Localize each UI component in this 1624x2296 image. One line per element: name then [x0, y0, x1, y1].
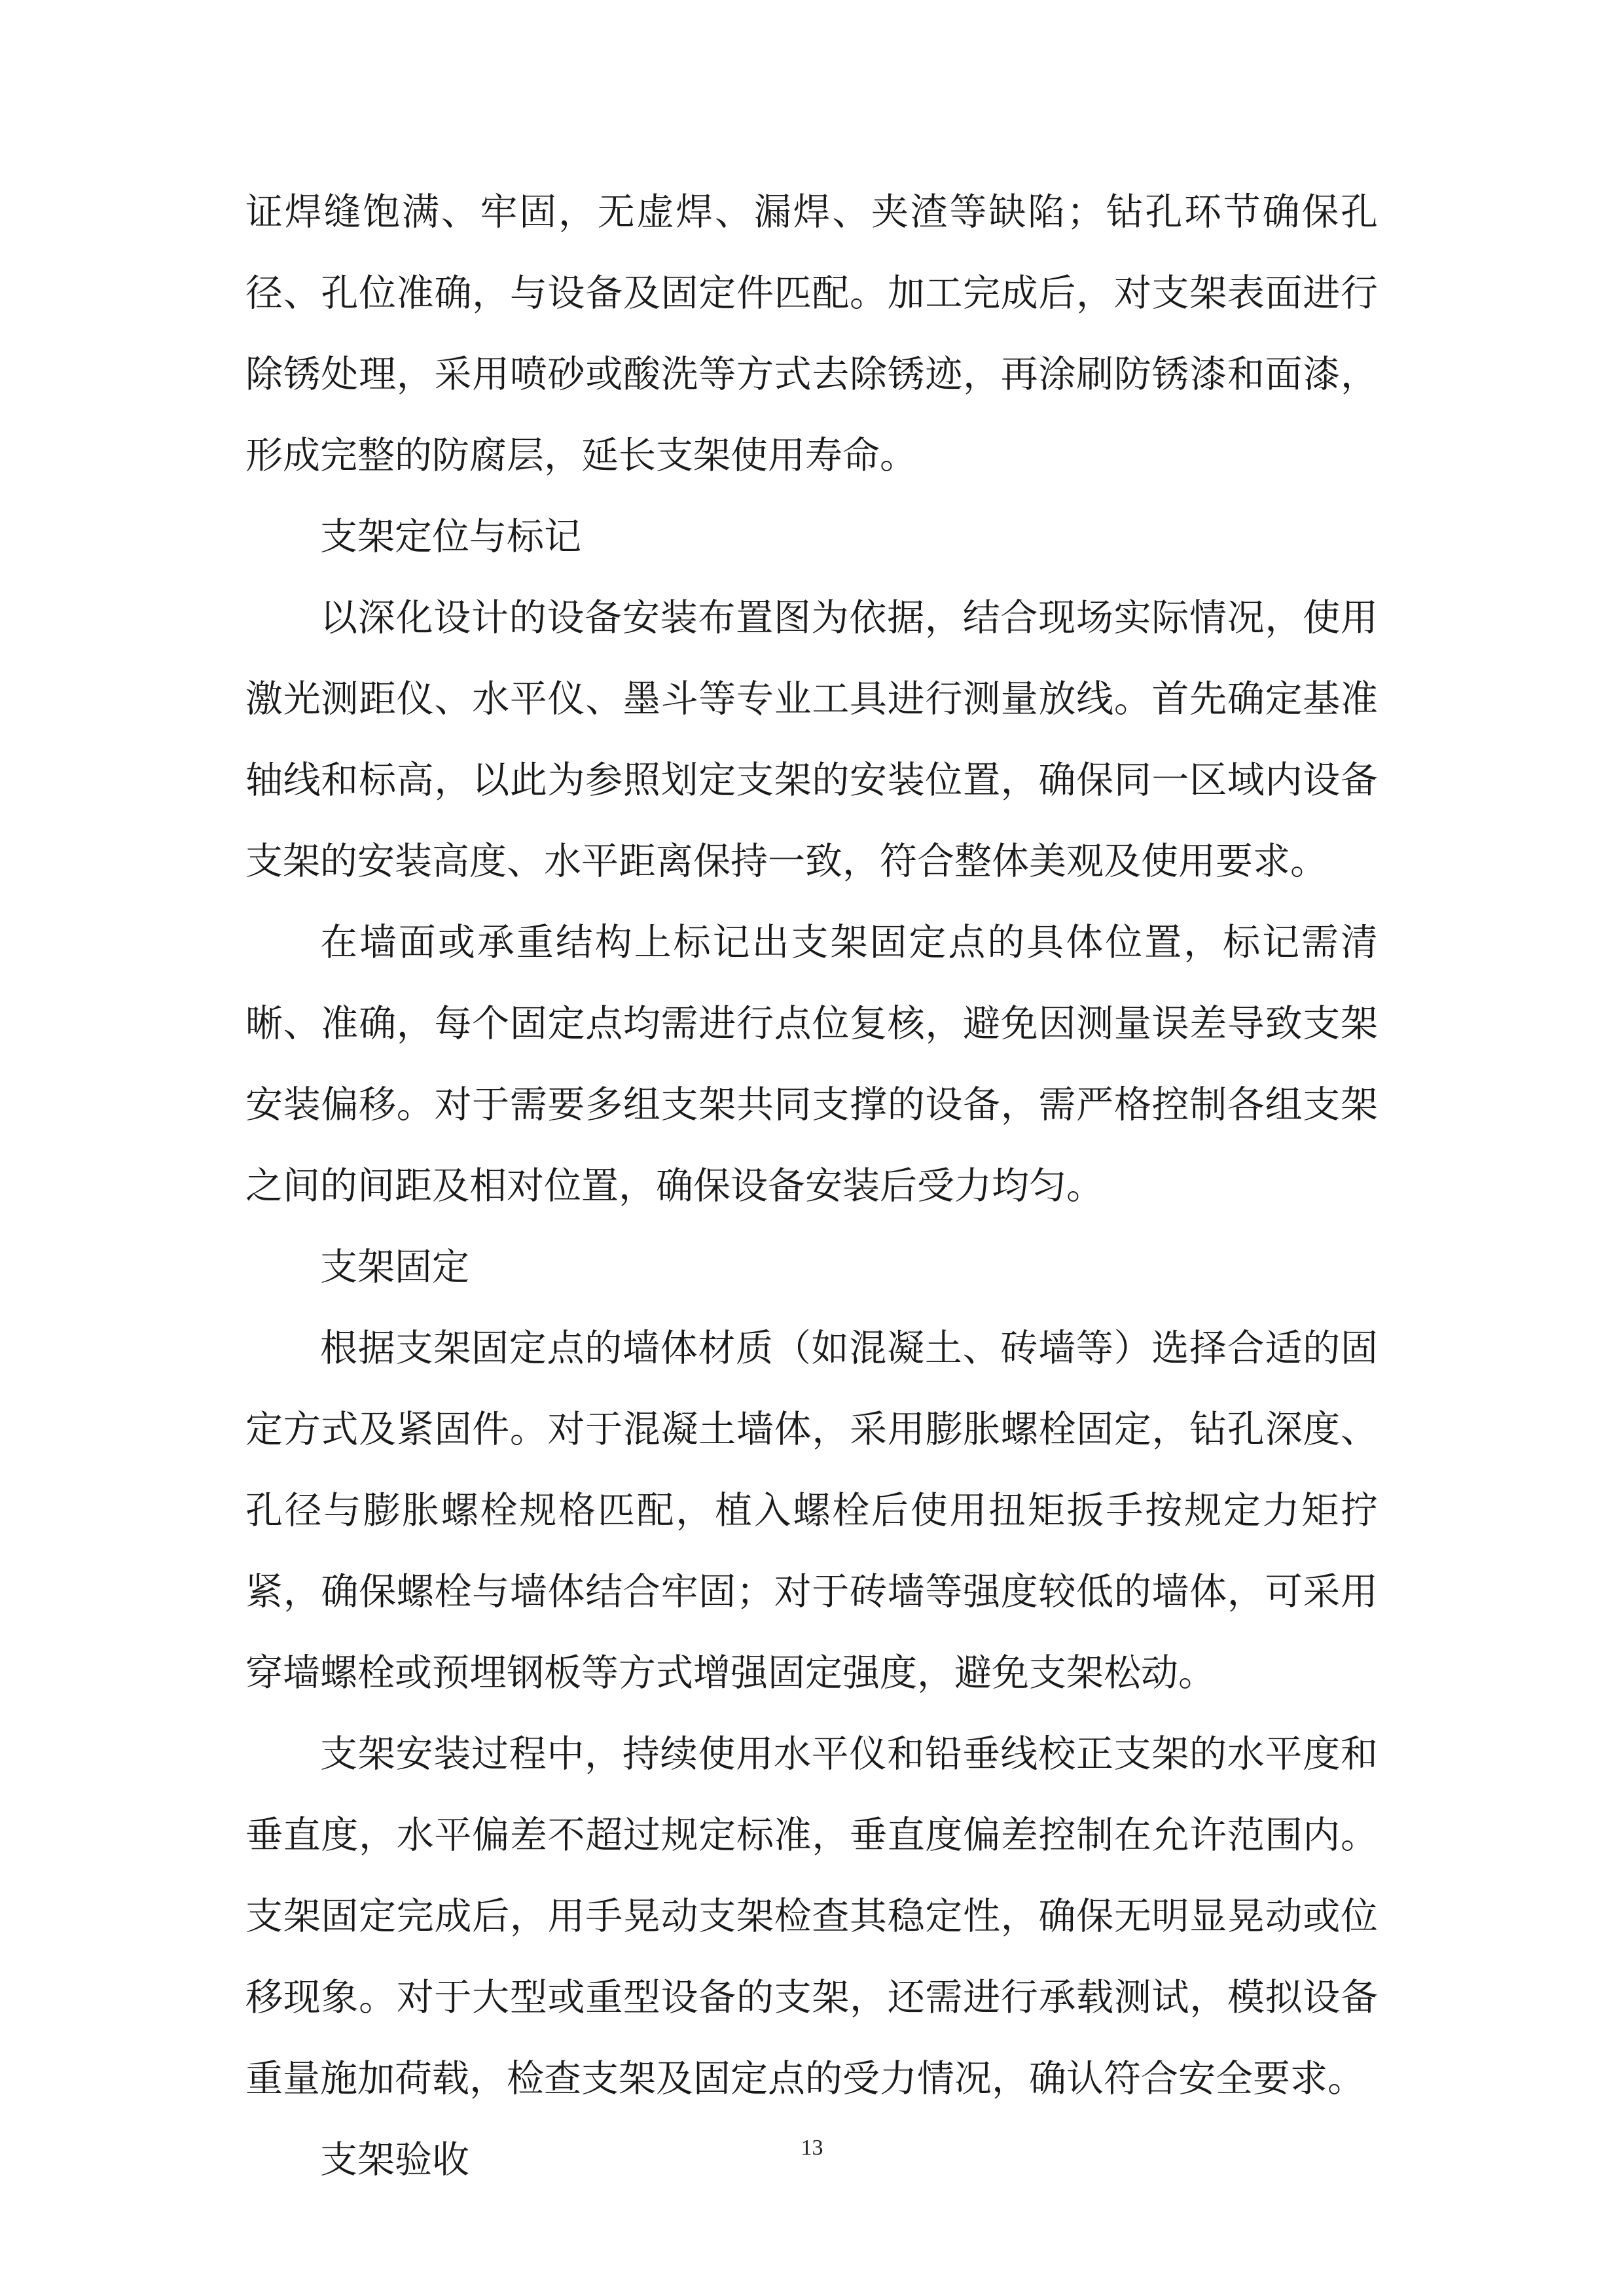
document-body [245, 171, 1378, 2200]
paragraph-continued: 证焊缝饱满、牢固，无虚焊、漏焊、夹渣等缺陷；钻孔环节确保孔径、孔位准确，与设备及固定件匹配。加工完成后，对支架表面进行除锈处理，采用喷砂或酸洗等方式去除锈迹，再涂刷防锈漆和面漆，形成完整的防腐层，延长支架使用寿命。 [245, 190, 1378, 477]
page-number: 13 [801, 2136, 823, 2160]
paragraph-installation-correction: 支架安装过程中，持续使用水平仪和铅垂线校正支架的水平度和垂直度，水平偏差不超过规定标准，垂直度偏差控制在允许范围内。支架固定完成后，用手晃动支架检查其稳定性，确保无明显晃动或位移现象。对于大型或重型设备的支架，还需进行承载测试，模拟设备重量施加荷载，检查支架及固定点的受力情况，确认符合安全要求。 [245, 1732, 1378, 2100]
paragraph-fixing-methods: 根据支架固定点的墙体材质（如混凝土、砖墙等）选择合适的固定方式及紧固件。对于混凝土墙体，采用膨胀螺栓固定，钻孔深度、孔径与膨胀螺栓规格匹配，植入螺栓后使用扭矩扳手按规定力矩拧紧，确保螺栓与墙体结合牢固；对于砖墙等强度较低的墙体，可采用穿墙螺栓或预埋钢板等方式增强固定强度，避免支架松动。 [245, 1327, 1378, 1695]
paragraph-positioning-survey: 以深化设计的设备安装布置图为依据，结合现场实际情况，使用激光测距仪、水平仪、墨斗等专业工具进行测量放线。首先确定基准轴线和标高，以此为参照划定支架的安装位置，确保同一区域内设备支架的安装高度、水平距离保持一致，符合整体美观及使用要求。 [245, 596, 1378, 883]
section-heading-fixing: 支架固定 [320, 1246, 469, 1289]
paragraph-marking-fixing-points: 在墙面或承重结构上标记出支架固定点的具体位置，标记需清晰、准确，每个固定点均需进行点位复核，避免因测量误差导致支架安装偏移。对于需要多组支架共同支撑的设备，需严格控制各组支架之间的间距及相对位置，确保设备安装后受力均匀。 [245, 921, 1378, 1208]
section-heading-acceptance: 支架验收 [320, 2138, 469, 2181]
section-heading-positioning-marking: 支架定位与标记 [320, 515, 581, 558]
